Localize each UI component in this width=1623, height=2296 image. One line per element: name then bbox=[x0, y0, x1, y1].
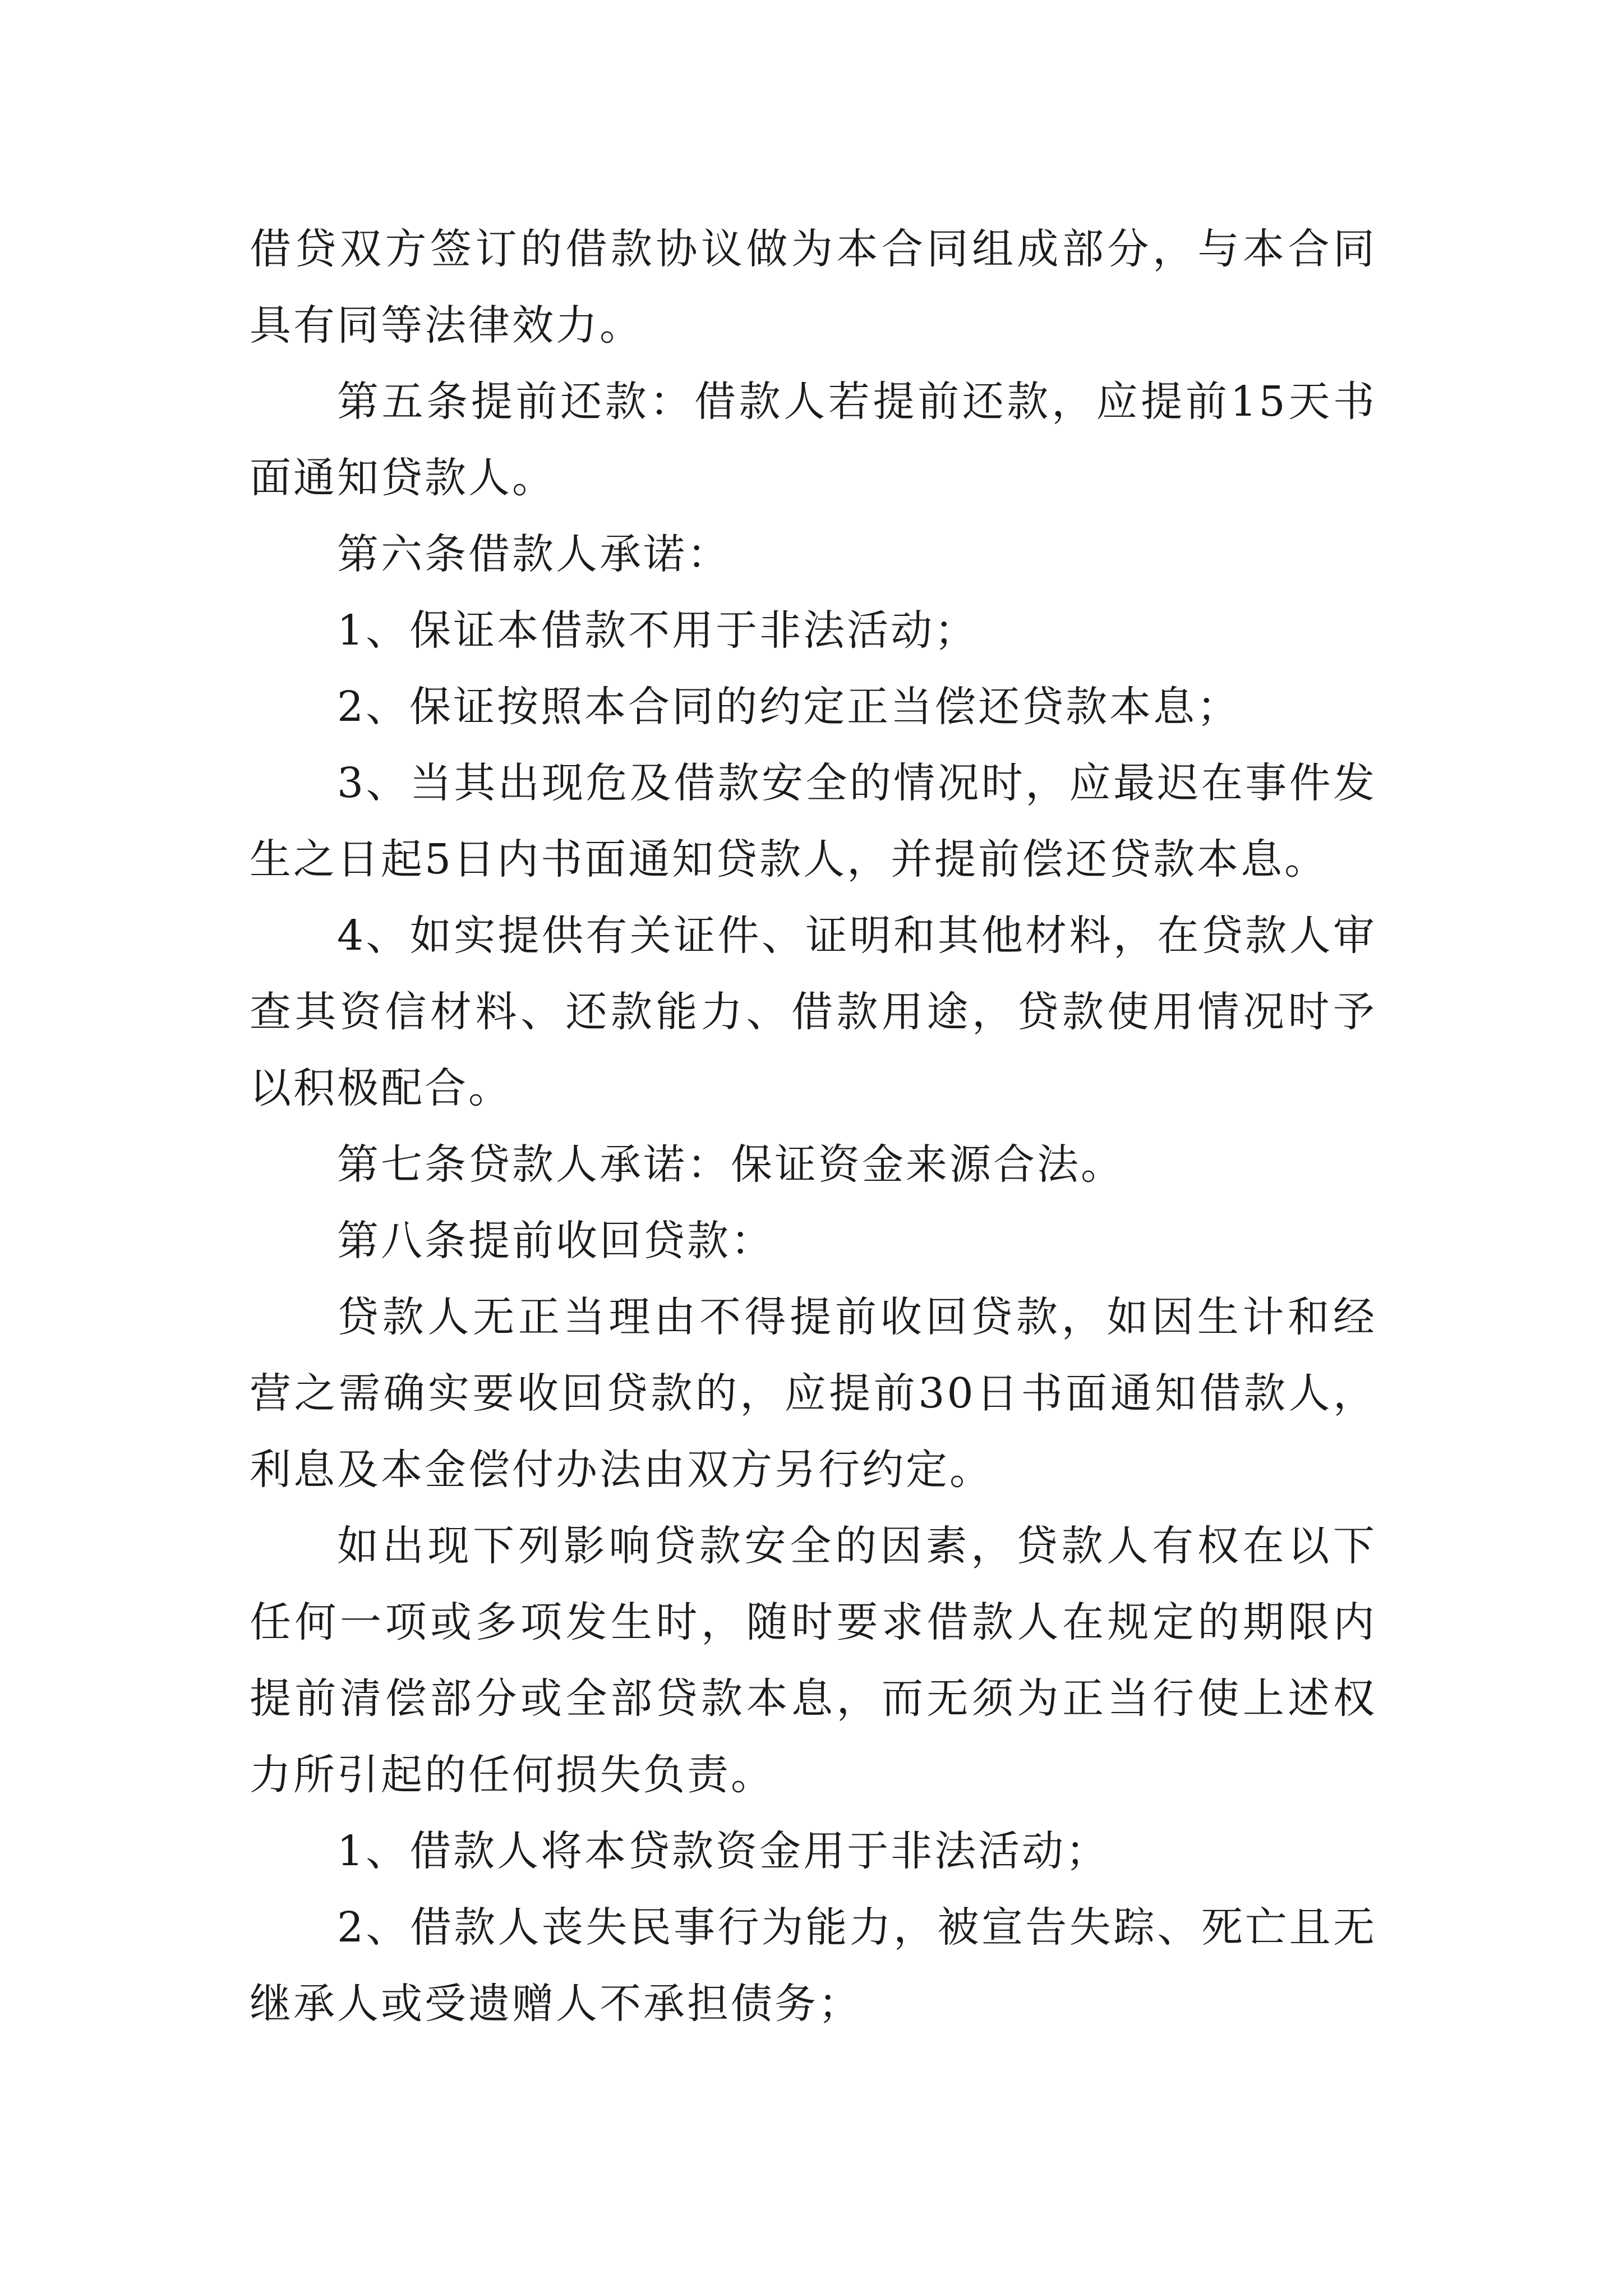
paragraph-condition-1: 1、借款人将本贷款资金用于非法活动； bbox=[337, 1827, 1110, 1875]
paragraph-article-6-item-1: 1、保证本借款不用于非法活动； bbox=[337, 606, 979, 655]
paragraph-article-6-item-4: 4、如实提供有关证件、证明和其他材料，在贷款人审查其资信材料、还款能力、借款用途，贷款使用情况时予以积极配合。 bbox=[250, 912, 1377, 1112]
paragraph-article-6-item-2: 2、保证按照本合同的约定正当偿还贷款本息； bbox=[337, 683, 1241, 731]
paragraph-article-8-conditions: 如出现下列影响贷款安全的因素，贷款人有权在以下任何一项或多项发生时，随时要求借款人在规定的期限内提前清偿部分或全部贷款本息，而无须为正当行使上述权力所引起的任何损失负责。 bbox=[250, 1522, 1377, 1799]
contract-body bbox=[250, 211, 1377, 2042]
paragraph-continuation: 借贷双方签订的借款协议做为本合同组成部分，与本合同具有同等法律效力。 bbox=[250, 225, 1377, 349]
paragraph-article-7: 第七条贷款人承诺：保证资金来源合法。 bbox=[337, 1140, 1124, 1189]
paragraph-article-6-heading: 第六条借款人承诺： bbox=[337, 530, 731, 578]
paragraph-article-5: 第五条提前还款：借款人若提前还款，应提前15天书面通知贷款人。 bbox=[250, 378, 1377, 502]
paragraph-article-6-item-3: 3、当其出现危及借款安全的情况时，应最迟在事件发生之日起5日内书面通知贷款人，并提前偿还贷款本息。 bbox=[250, 759, 1377, 884]
paragraph-article-8-body: 贷款人无正当理由不得提前收回贷款，如因生计和经营之需确实要收回贷款的，应提前30日书面通知借款人，利息及本金偿付办法由双方另行约定。 bbox=[250, 1293, 1377, 1494]
paragraph-condition-2: 2、借款人丧失民事行为能力，被宣告失踪、死亡且无继承人或受遗赠人不承担债务； bbox=[250, 1903, 1377, 2028]
paragraph-article-8-heading: 第八条提前收回贷款： bbox=[337, 1217, 774, 1265]
